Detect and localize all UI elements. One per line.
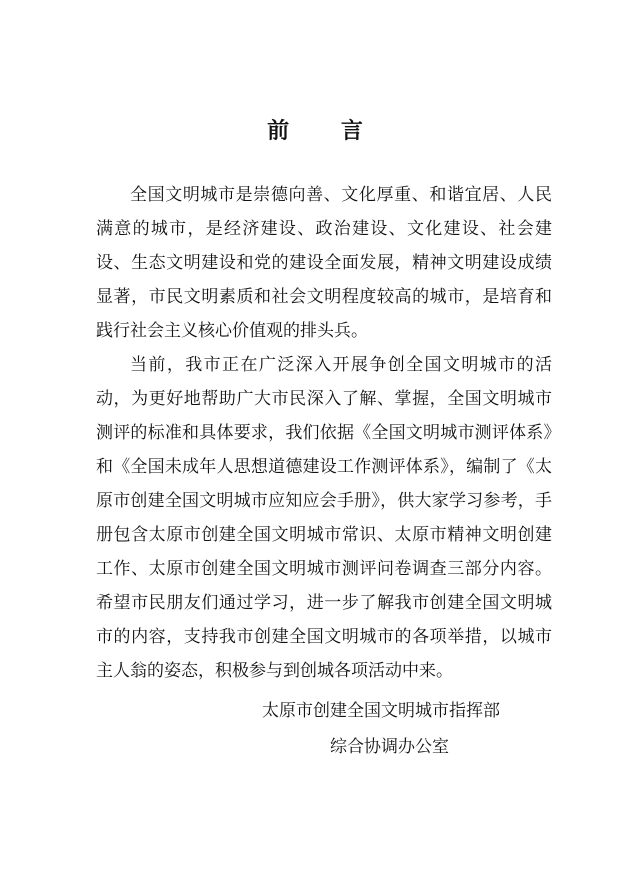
preface-paragraph-1: 全国文明城市是崇德向善、文化厚重、和谐宜居、人民满意的城市，是经济建设、政治建设、文化建设、社会建设、生态文明建设和党的建设全面发展，精神文明建设成绩显著，市民文明素质和社会文明程度较高的城市，是培育和践行社会主义核心价值观的排头兵。 — [96, 185, 552, 341]
preface-paragraph-2: 当前，我市正在广泛深入开展争创全国文明城市的活动，为更好地帮助广大市民深入了解、掌握，全国文明城市测评的标准和具体要求，我们依据《全国文明城市测评体系》和《全国未成年人思想道德建设工作测评体系》，编制了《太原市创建全国文明城市应知应会手册》，供大家学习参考，手册包含太原市创建全国文明城市常识、太原市精神文明创建工作、太原市创建全国文明城市测评问卷调查三部分内容。希望市民朋友们通过学习，进一步了解我市创建全国文明城市的内容，支持我市创建全国文明城市的各项举措，以城市主人翁的姿态，积极参与到创城各项活动中来。 — [96, 355, 552, 681]
page-title: 前 言 — [267, 118, 385, 144]
signature-organization: 太原市创建全国文明城市指挥部 — [262, 701, 500, 721]
signature-office: 综合协调办公室 — [330, 737, 449, 757]
preface-body — [96, 178, 552, 688]
